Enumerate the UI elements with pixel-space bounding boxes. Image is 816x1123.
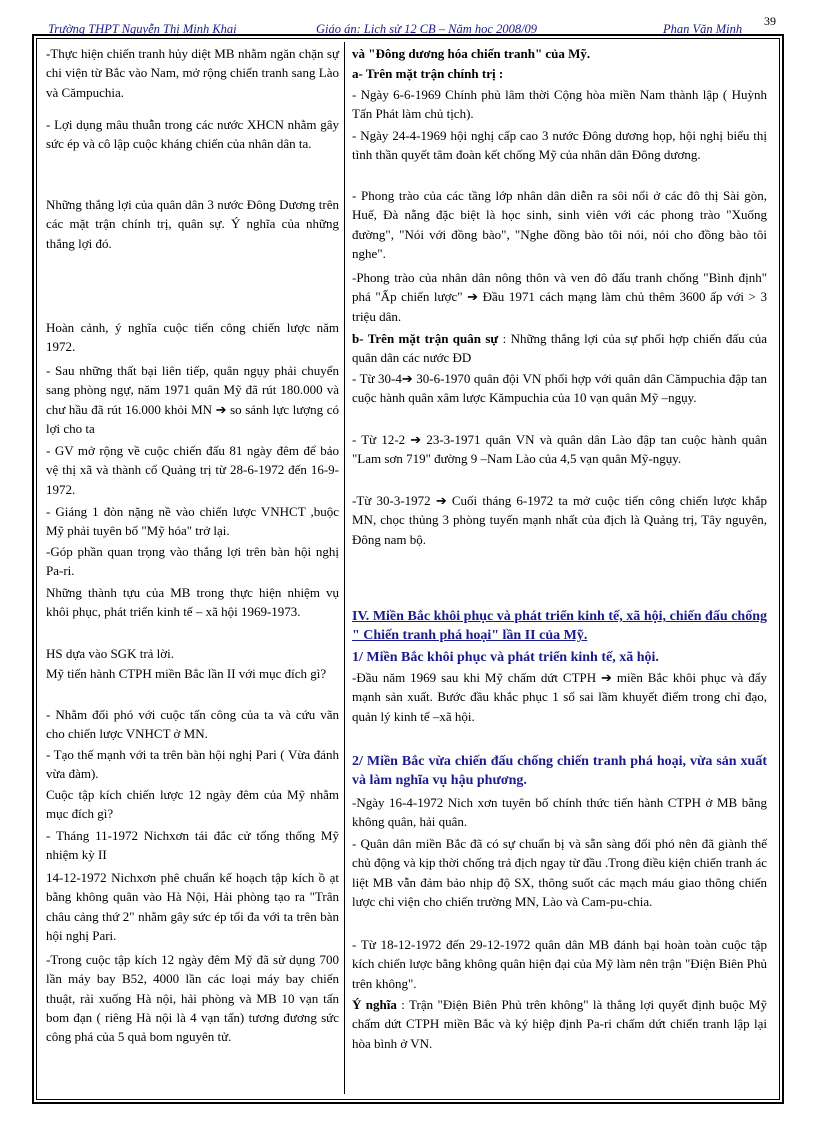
paragraph: - Giáng 1 đòn nặng nề vào chiến lược VNHCT ,buộc Mỹ phải tuyên bố "Mỹ hóa" trở lại. bbox=[46, 504, 339, 539]
paragraph: - Tháng 11-1972 Nichxơn tái đắc cử tổng thống Mỹ nhiệm kỳ II bbox=[46, 828, 339, 863]
paragraph: - Ngày 6-6-1969 Chính phủ lâm thời Cộng hòa miền Nam thành lập ( Huỳnh Tấn Phát làm chủ tịch). bbox=[352, 87, 767, 122]
paragraph: -Thực hiện chiến tranh hủy diệt MB nhằm ngăn chặn sự chi viện từ Bắc vào Nam, mở rộng chiến tranh sang Lào và Cămpuchia. bbox=[46, 46, 339, 100]
paragraph-text: : Những thắng lợi của sự phối hợp chiến đấu của quân dân các nước ĐD bbox=[352, 331, 767, 366]
paragraph: - Quân dân miền Bắc đã có sự chuẩn bị và sẵn sàng đối phó nên đã giành thế chủ động và kịp thời chống trả địch ngay từ đầu .Trong điều kiện chiến tranh ác liệt MB vẫn đảm bảo nhịp độ SX, thông suốt các mạch máu giao thông chiến lược chi viện cho chiến trường MN, Lào và Cam-pu-chia. bbox=[352, 836, 767, 909]
subheading-military-front: b- Trên mặt trận quân sự bbox=[352, 331, 499, 346]
paragraph: -Đầu năm 1969 sau khi Mỹ chấm dứt CTPH ➔ miền Bắc khôi phục và đẩy mạnh sản xuất. Bước đầu khắc phục 1 số sai lầm khuyết điểm trong chỉ đạo, quản lý kinh tế –xã hội. bbox=[352, 670, 767, 724]
paragraph: - Từ 18-12-1972 đến 29-12-1972 quân dân MB đánh bại hoàn toàn cuộc tập kích chiến lược bằng không quân hiện đại của Mỹ làm nên trận "Điện Biên Phủ trên không". bbox=[352, 937, 767, 991]
paragraph: và "Đông dương hóa chiến tranh" của Mỹ. bbox=[352, 46, 591, 61]
paragraph: - Từ 12-2 ➔ 23-3-1971 quân VN và quân dân Lào đập tan cuộc hành quân "Lam sơn 719" đường 9 –Nam Lào của 4,5 vạn quân Mỹ-ngụy. bbox=[352, 432, 767, 467]
significance-label: Ý nghĩa bbox=[352, 997, 397, 1012]
paragraph: - Nhằm đối phó với cuộc tấn công của ta và cứu vãn cho chiến lược VNHCT ở MN. bbox=[46, 707, 339, 742]
paragraph: -Góp phần quan trọng vào thắng lợi trên bàn hội nghị Pa-ri. bbox=[46, 544, 339, 579]
paragraph: - Từ 30-4➔ 30-6-1970 quân đội VN phối hợp với quân dân Cămpuchia đập tan cuộc hành quân xâm lược Kămpuchia của 10 vạn quân Mỹ –ngụy. bbox=[352, 371, 767, 406]
school-name: Trường THPT Nguyễn Thị Minh Khai bbox=[48, 22, 237, 36]
page-number: 39 bbox=[764, 14, 776, 28]
lesson-content-column bbox=[345, 42, 774, 1094]
section-heading-iv: IV. Miền Bắc khôi phục và phát triển kinh tế, xã hội, chiến đấu chống " Chiến tranh phá hoại" lần II của Mỹ. bbox=[352, 609, 767, 644]
paragraph: HS dựa vào SGK trả lời. bbox=[46, 646, 175, 661]
subheading-political-front: a- Trên mặt trận chính trị : bbox=[352, 66, 504, 81]
paragraph: -Ngày 16-4-1972 Nich xơn tuyên bố chính thức tiến hành CTPH ở MB bằng không quân, hải quân. bbox=[352, 795, 767, 830]
paragraph: Những thắng lợi của quân dân 3 nước Đông Dương trên các mặt trận chính trị, quân sự. Ý nghĩa của những thắng lợi đó. bbox=[46, 197, 339, 251]
paragraph: Cuộc tập kích chiến lược 12 ngày đêm của Mỹ nhằm mục đích gì? bbox=[46, 787, 339, 822]
paragraph: - Lợi dụng mâu thuẫn trong các nước XHCN nhằm gây sức ép và cô lập cuộc kháng chiến của nhân dân ta. bbox=[46, 117, 339, 152]
paragraph bbox=[352, 995, 767, 1053]
paragraph: - GV mở rộng về cuộc chiến đấu 81 ngày đêm để bảo vệ thị xã và thành cổ Quảng trị từ 28-6-1972 đến 16-9-1972. bbox=[46, 443, 339, 497]
paragraph: - Ngày 24-4-1969 hội nghị cấp cao 3 nước Đông dương họp, hội nghị biểu thị tình thần quyết tâm đoàn kết chống Mỹ của nhân dân Đông dương. bbox=[352, 128, 767, 163]
paragraph: 14-12-1972 Nichxơn phê chuẩn kế hoạch tập kích ồ ạt bằng không quân vào Hà Nội, Hải phòng tạo ra "Trân châu cảng thứ 2" nhằm gây sức ép tối đa với ta trên bàn hội nghị Pari. bbox=[46, 870, 339, 943]
paragraph: -Từ 30-3-1972 ➔ Cuối tháng 6-1972 ta mở cuộc tiến công chiến lược khắp MN, chọc thủng 3 phòng tuyến mạnh nhất của địch là Quảng trị, Tây nguyên, Đông nam bộ. bbox=[352, 493, 767, 547]
page-header bbox=[44, 20, 784, 38]
lesson-plan-title: Giáo án: Lịch sử 12 CB – Năm học 2008/09 bbox=[316, 22, 538, 36]
paragraph: - Phong trào của các tầng lớp nhân dân diễn ra sôi nổi ở các đô thị Sài gòn, Huế, Đà nẵng đặc biệt là học sinh, sinh viên với các phong trào "Xuống đường", "Nói với đồng bào", "Nghe đồng bào tôi nói, nói cho đồng bào tôi nghe". bbox=[352, 188, 767, 261]
paragraph bbox=[352, 329, 767, 368]
lesson-table bbox=[40, 42, 774, 1094]
paragraph: Những thành tựu của MB trong thực hiện nhiệm vụ khôi phục, phát triển kinh tế – xã hội 1969-1973. bbox=[46, 585, 339, 620]
paragraph: Mỹ tiến hành CTPH miền Bắc lần II với mục đích gì? bbox=[46, 666, 327, 681]
paragraph: - Sau những thất bại liên tiếp, quân ngụy phải chuyển sang phòng ngự, năm 1971 quân Mỹ đã rút 180.000 và chư hầu đã rút 16.000 khỏi MN ➔ so sánh lực lượng có lợi cho ta bbox=[46, 363, 339, 436]
paragraph-text: : Trận "Điện Biên Phủ trên không" là thắng lợi quyết định buộc Mỹ chấm dứt CTPH miền Bắc và ký hiệp định Pa-ri chấm dứt chiến tranh lập lại hòa bình ở VN. bbox=[352, 997, 767, 1051]
subsection-heading-1: 1/ Miền Bắc khôi phục và phát triển kinh tế, xã hội. bbox=[352, 650, 659, 665]
paragraph: -Trong cuộc tập kích 12 ngày đêm Mỹ đã sử dụng 700 lần máy bay B52, 4000 lần các loại máy bay chiến thuật, rải xuống Hà nội, hải phòng và MB 10 vạn tấn bom đạn ( riêng Hà nội là 4 vạn tấn) tương đương sức công phá của 5 quả bom nguyên tử. bbox=[46, 952, 339, 1045]
paragraph: Hoàn cảnh, ý nghĩa cuộc tiến công chiến lược năm 1972. bbox=[46, 320, 339, 355]
subsection-heading-2: 2/ Miền Bắc vừa chiến đấu chống chiến tranh phá hoại, vừa sản xuất và làm nghĩa vụ hậu phương. bbox=[352, 754, 767, 789]
author-name: Phan Văn Minh bbox=[663, 22, 743, 36]
paragraph: -Phong trào của nhân dân nông thôn và ven đô đấu tranh chống "Bình định" phá "Ấp chiến lược" ➔ Đầu 1971 cách mạng làm chủ thêm 3600 ấp với > 3 triệu dân. bbox=[352, 270, 767, 324]
teacher-student-activities-column bbox=[40, 42, 345, 1094]
paragraph: - Tạo thế mạnh với ta trên bàn hội nghị Pari ( Vừa đánh vừa đàm). bbox=[46, 747, 339, 782]
